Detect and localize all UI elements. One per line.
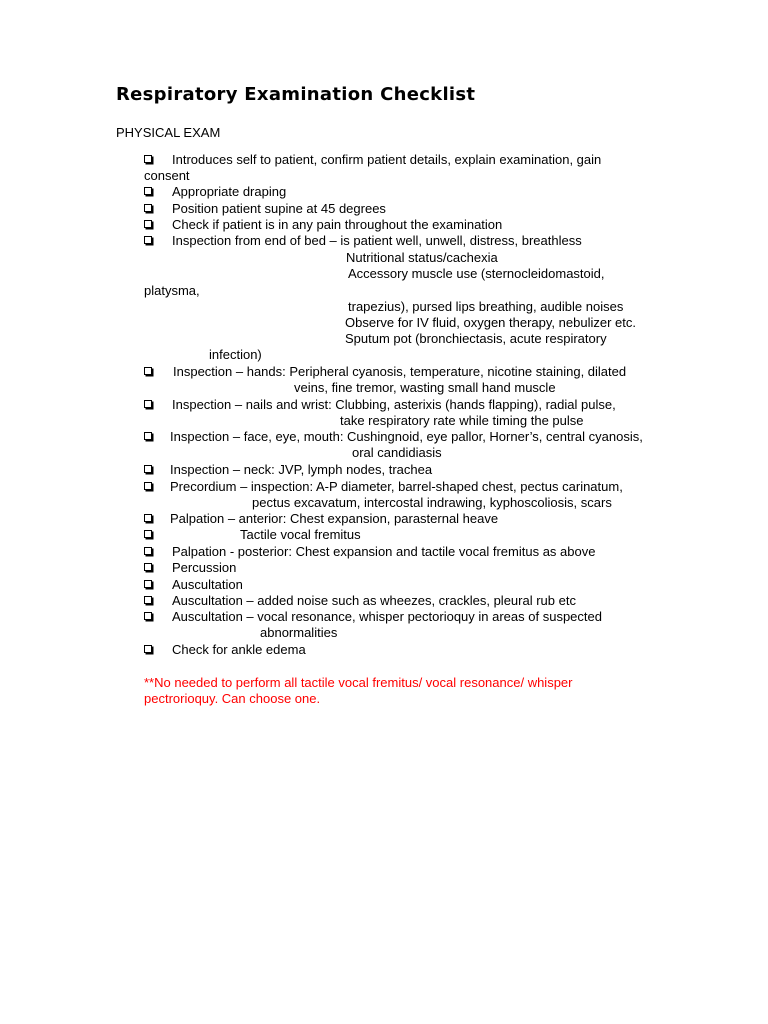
checkbox-icon [144, 547, 152, 555]
checkbox-icon [144, 563, 152, 571]
checklist-item-continuation: abnormalities [260, 625, 338, 640]
section-heading: PHYSICAL EXAM [116, 125, 221, 140]
checklist-item: Position patient supine at 45 degrees [172, 201, 386, 216]
checklist-item: Introduces self to patient, confirm patient details, explain examination, gain [172, 152, 602, 167]
checklist-item-continuation: take respiratory rate while timing the pulse [340, 413, 584, 428]
checkbox-icon [144, 530, 152, 538]
checkbox-icon [144, 432, 152, 440]
checklist-item-continuation: infection) [209, 347, 262, 362]
checklist-item: Palpation - posterior: Chest expansion and tactile vocal fremitus as above [172, 544, 596, 559]
checklist-item: Inspection – face, eye, mouth: Cushingnoid, eye pallor, Horner’s, central cyanosis, [170, 429, 643, 444]
checkbox-icon [144, 220, 152, 228]
checkbox-icon [144, 645, 152, 653]
checklist-item: Inspection – neck: JVP, lymph nodes, trachea [170, 462, 433, 477]
checkbox-icon [144, 367, 152, 375]
document-title: Respiratory Examination Checklist [116, 84, 476, 105]
checkbox-icon [144, 204, 152, 212]
checklist-item-continuation: Accessory muscle use (sternocleidomastoid, [348, 266, 605, 281]
checklist-item: Auscultation [172, 577, 243, 592]
checklist-item: Inspection – nails and wrist: Clubbing, asterixis (hands flapping), radial pulse, [172, 397, 616, 412]
checklist-item: Tactile vocal fremitus [240, 527, 361, 542]
checklist-item-continuation: trapezius), pursed lips breathing, audible noises [348, 299, 624, 314]
checkbox-icon [144, 514, 152, 522]
checkbox-icon [144, 612, 152, 620]
checklist-item: Check for ankle edema [172, 642, 306, 657]
footnote: **No needed to perform all tactile vocal fremitus/ vocal resonance/ whisper [144, 675, 573, 690]
checklist-item: Precordium – inspection: A-P diameter, barrel-shaped chest, pectus carinatum, [170, 479, 623, 494]
checklist-item: Auscultation – vocal resonance, whisper pectorioquy in areas of suspected [172, 609, 602, 624]
checklist-item-continuation: oral candidiasis [352, 445, 442, 460]
checklist-item-continuation: platysma, [144, 283, 200, 298]
checklist-item: Appropriate draping [172, 184, 287, 199]
checklist-item: Inspection from end of bed – is patient well, unwell, distress, breathless [172, 233, 582, 248]
checkbox-icon [144, 580, 152, 588]
checklist-item: Inspection – hands: Peripheral cyanosis, temperature, nicotine staining, dilated [173, 364, 627, 379]
checklist-item-continuation: veins, fine tremor, wasting small hand muscle [294, 380, 556, 395]
checklist-item: Auscultation – added noise such as wheezes, crackles, pleural rub etc [172, 593, 576, 608]
checklist-item: Check if patient is in any pain throughout the examination [172, 217, 503, 232]
checkbox-icon [144, 400, 152, 408]
checkbox-icon [144, 187, 152, 195]
footnote-continuation: pectrorioquy. Can choose one. [144, 691, 321, 706]
checklist-item: Palpation – anterior: Chest expansion, parasternal heave [170, 511, 499, 526]
checklist-item-continuation: Sputum pot (bronchiectasis, acute respiratory [345, 331, 607, 346]
checklist-item-continuation: pectus excavatum, intercostal indrawing, kyphoscoliosis, scars [252, 495, 612, 510]
checklist-item-continuation: Nutritional status/cachexia [346, 250, 498, 265]
checkbox-icon [144, 236, 152, 244]
checkbox-icon [144, 482, 152, 490]
checkbox-icon [144, 155, 152, 163]
checkbox-icon [144, 465, 152, 473]
checklist-item: Percussion [172, 560, 237, 575]
checklist-item-continuation: consent [144, 168, 190, 183]
checkbox-icon [144, 596, 152, 604]
checklist-item-continuation: Observe for IV fluid, oxygen therapy, nebulizer etc. [345, 315, 636, 330]
